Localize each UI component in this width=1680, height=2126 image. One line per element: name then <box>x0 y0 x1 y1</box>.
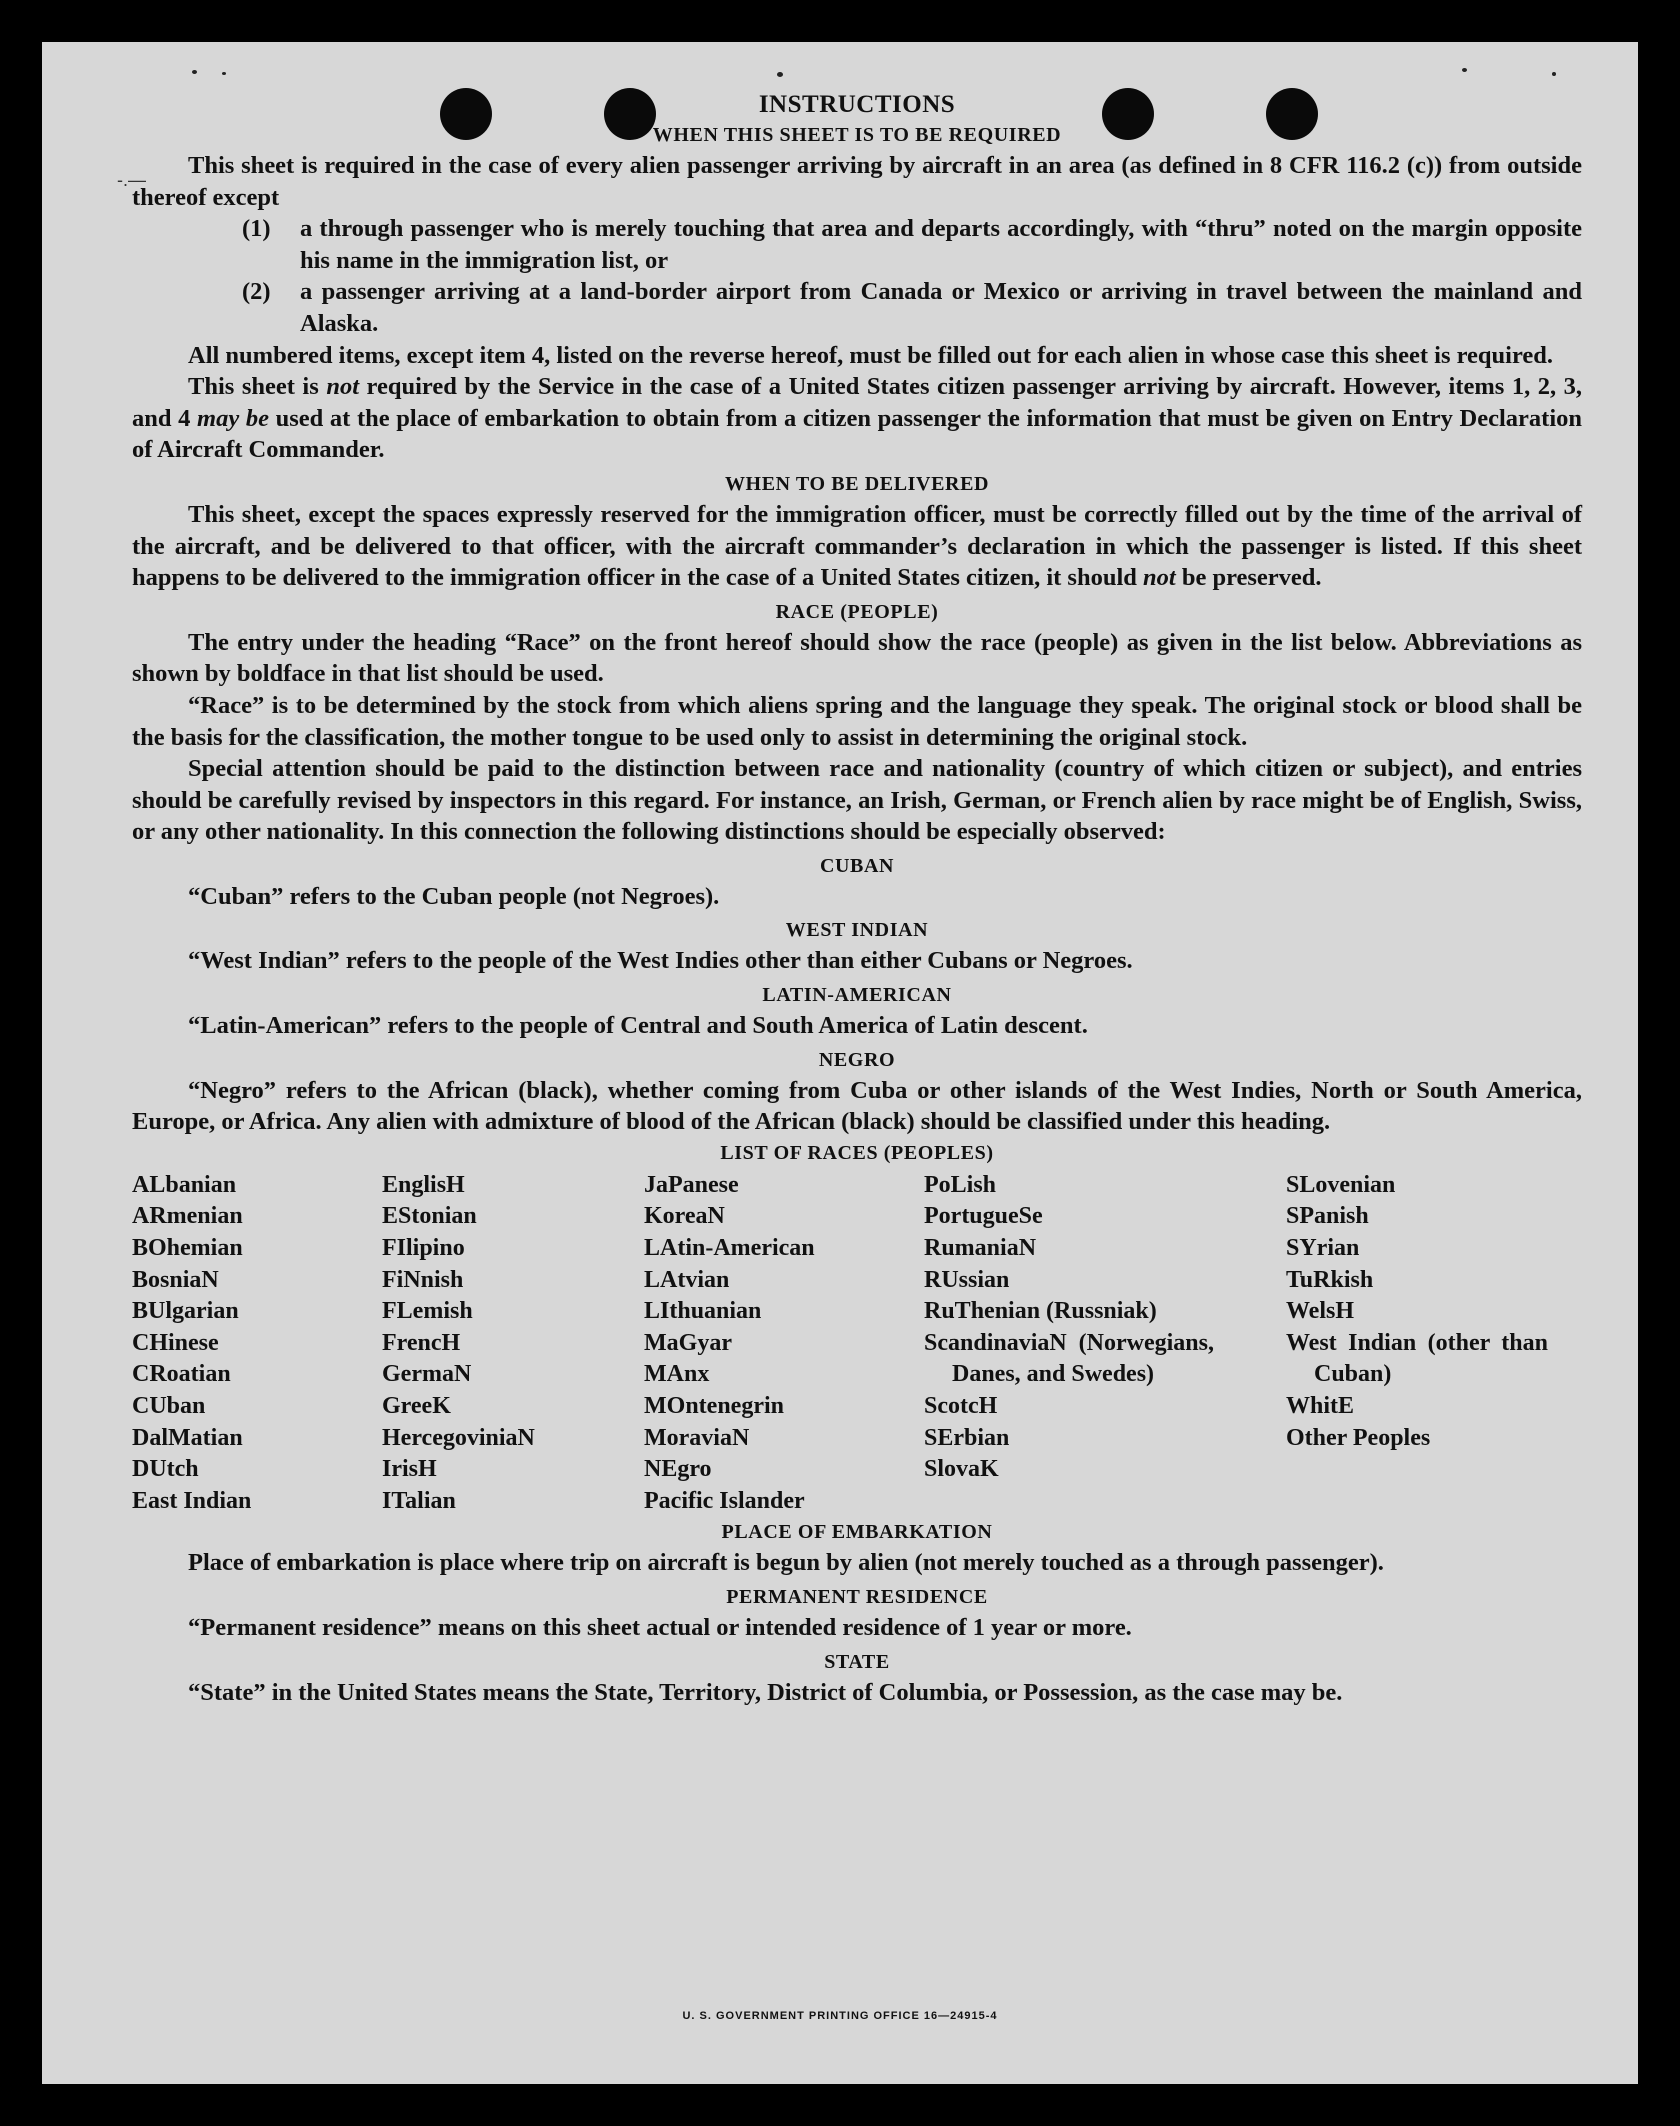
race-entry: RuThenian (Russniak) <box>924 1298 1157 1325</box>
race-entry: SErbian <box>924 1424 1010 1451</box>
race-entry: CRoatian <box>132 1361 231 1388</box>
race-column-2 <box>382 1170 644 1518</box>
race-entry: PortugueSe <box>924 1203 1043 1230</box>
heading-state: STATE <box>824 1650 890 1673</box>
paragraph-embarkation: Place of embarkation is place where trip on aircraft is begun by alien (not merely touched as a through passenger). <box>188 1549 1384 1577</box>
race-entry: MOntenegrin <box>644 1393 784 1419</box>
race-entry: RumaniaN <box>924 1235 1037 1262</box>
race-entry: MaGyar <box>644 1329 732 1356</box>
race-column-5 <box>1286 1170 1548 1518</box>
paragraph-citizen: This sheet is not required by the Service in the case of a United States citizen passenger arriving by aircraft. However, items 1, 2, 3, and 4 may be used at the place of embarkation to obtain from a citizen passenger the information that must be given on Entry Declaration of Aircraft Commander. <box>132 373 1583 464</box>
race-entry: Pacific Islander <box>644 1487 805 1514</box>
race-entry: SLovenian <box>1286 1171 1396 1198</box>
race-list <box>132 1170 1582 1518</box>
race-entry: SPanish <box>1286 1203 1369 1230</box>
race-entry: LAtin-American <box>644 1235 815 1262</box>
instructions-body <box>132 90 1582 1708</box>
paragraph-permanent-residence: “Permanent residence” means on this sheet actual or intended residence of 1 year or more. <box>188 1613 1132 1641</box>
race-entry: LIthuanian <box>644 1298 762 1325</box>
race-entry: West Indian (other than Cuban) <box>1286 1329 1548 1388</box>
race-entry: JaPanese <box>644 1171 739 1198</box>
paragraph-latin-american: “Latin-American” refers to the people of Central and South America of Latin descent. <box>188 1012 1088 1040</box>
race-entry: DalMatian <box>132 1424 243 1451</box>
document-sheet <box>42 42 1638 2084</box>
paragraph-negro: “Negro” refers to the African (black), whether coming from Cuba or other islands of the West Indies, North or South America, Europe, or Africa. Any alien with admixture of blood of the African (black) should be classified under this heading. <box>132 1076 1582 1136</box>
race-entry: ALbanian <box>132 1171 237 1198</box>
race-entry: KoreaN <box>644 1203 725 1230</box>
race-entry: NEgro <box>644 1456 712 1483</box>
race-entry: FIlipino <box>382 1235 465 1262</box>
heading-permanent-residence: PERMANENT RESIDENCE <box>726 1585 988 1608</box>
race-entry: ARmenian <box>132 1203 243 1230</box>
race-entry: SlovaK <box>924 1456 999 1483</box>
paragraph-delivered: This sheet, except the spaces expressly reserved for the immigration officer, must be correctly filled out by the time of the arrival of the aircraft, and be delivered to that officer, with the aircraft commander’s declaration in which the passenger is listed. If this sheet happens to be delivered to the immigration officer in the case of a United States citizen, it should not be preserved. <box>132 500 1582 592</box>
race-column-3 <box>644 1170 924 1518</box>
heading-latin-american: LATIN-AMERICAN <box>762 984 952 1007</box>
exception-number: (1) <box>242 215 271 243</box>
exception-item-1 <box>132 213 1582 276</box>
race-entry: TuRkish <box>1286 1266 1374 1293</box>
race-entry: SYrian <box>1286 1235 1360 1262</box>
race-entry: RUssian <box>924 1266 1010 1293</box>
heading-race: RACE (PEOPLE) <box>775 600 939 623</box>
heading-negro: NEGRO <box>818 1048 896 1071</box>
race-entry: DUtch <box>132 1456 199 1483</box>
race-entry: GreeK <box>382 1393 451 1419</box>
heading-when-delivered: WHEN TO BE DELIVERED <box>724 472 990 495</box>
paragraph-state: “State” in the United States means the State, Territory, District of Columbia, or Possession, as the case may be. <box>188 1678 1343 1706</box>
race-entry: EnglisH <box>382 1171 465 1198</box>
race-entry: MAnx <box>644 1361 710 1388</box>
heading-cuban: CUBAN <box>819 854 895 877</box>
margin-mark: -.— <box>117 170 146 190</box>
race-entry: BUlgarian <box>132 1298 239 1325</box>
paragraph-required: This sheet is required in the case of every alien passenger arriving by aircraft in an area (as defined in 8 CFR 116.2 (c)) from outside thereof except <box>132 152 1582 211</box>
race-entry: ScotcH <box>924 1393 998 1419</box>
heading-embarkation: PLACE OF EMBARKATION <box>721 1521 993 1544</box>
paragraph-race-2: “Race” is to be determined by the stock from which aliens spring and the language they speak. The original stock or blood shall be the basis for the classification, the mother tongue to be used only to assist in determining the original stock. <box>132 691 1582 751</box>
paragraph-numbered-items: All numbered items, except item 4, listed on the reverse hereof, must be filled out for each alien in whose case this sheet is required. <box>188 341 1554 369</box>
page-title: INSTRUCTIONS <box>758 91 956 118</box>
race-entry: HercegoviniaN <box>382 1424 535 1451</box>
race-entry: PoLish <box>924 1171 997 1198</box>
race-entry: MoraviaN <box>644 1424 750 1451</box>
heading-list-of-races: LIST OF RACES (PEOPLES) <box>720 1141 994 1164</box>
printing-office-footer: U. S. GOVERNMENT PRINTING OFFICE 16—24915-4 <box>682 2010 998 2022</box>
paragraph-west-indian: “West Indian” refers to the people of the West Indies other than either Cubans or Negroes. <box>188 947 1133 975</box>
exception-text: a passenger arriving at a land-border airport from Canada or Mexico or arriving in travel between the mainland and Alaska. <box>300 278 1582 337</box>
race-entry: LAtvian <box>644 1266 730 1293</box>
exception-text: a through passenger who is merely touching that area and departs accordingly, with “thru” noted on the margin opposite his name in the immigration list, or <box>300 215 1582 274</box>
race-entry: GermaN <box>382 1361 472 1388</box>
exception-item-2 <box>132 276 1582 339</box>
heading-west-indian: WEST INDIAN <box>785 919 929 942</box>
race-entry: FiNnish <box>382 1266 464 1293</box>
race-column-4 <box>924 1170 1214 1518</box>
race-entry: ITalian <box>382 1487 456 1514</box>
race-entry: IrisH <box>382 1456 437 1483</box>
race-entry: East Indian <box>132 1487 252 1514</box>
race-entry: WhitE <box>1286 1393 1355 1419</box>
race-entry: BOhemian <box>132 1235 243 1262</box>
exception-number: (2) <box>242 278 271 306</box>
race-entry: WelsH <box>1286 1298 1355 1325</box>
race-entry: FLemish <box>382 1298 473 1325</box>
race-entry: BosniaN <box>132 1266 219 1293</box>
race-entry: CHinese <box>132 1329 219 1356</box>
heading-when-required: WHEN THIS SHEET IS TO BE REQUIRED <box>652 124 1062 146</box>
race-entry: Other Peoples <box>1286 1424 1431 1451</box>
race-entry: EStonian <box>382 1203 477 1230</box>
paragraph-race-1: The entry under the heading “Race” on the front hereof should show the race (people) as given in the list below. Abbreviations as shown by boldface in that list should be used. <box>132 628 1582 688</box>
race-entry: FrencH <box>382 1329 461 1356</box>
paragraph-cuban: “Cuban” refers to the Cuban people (not Negroes). <box>188 882 720 910</box>
paragraph-race-3: Special attention should be paid to the distinction between race and nationality (country of which citizen or subject), and entries should be carefully revised by inspectors in this regard. For instance, an Irish, German, or French alien by race might be of English, Swiss, or any other nationality. In this connection the following distinctions should be especially observed: <box>132 755 1582 846</box>
race-column-1 <box>132 1170 382 1518</box>
race-entry: CUban <box>132 1393 206 1419</box>
race-entry: ScandinaviaN (Norwegians, Danes, and Swedes) <box>924 1329 1214 1388</box>
